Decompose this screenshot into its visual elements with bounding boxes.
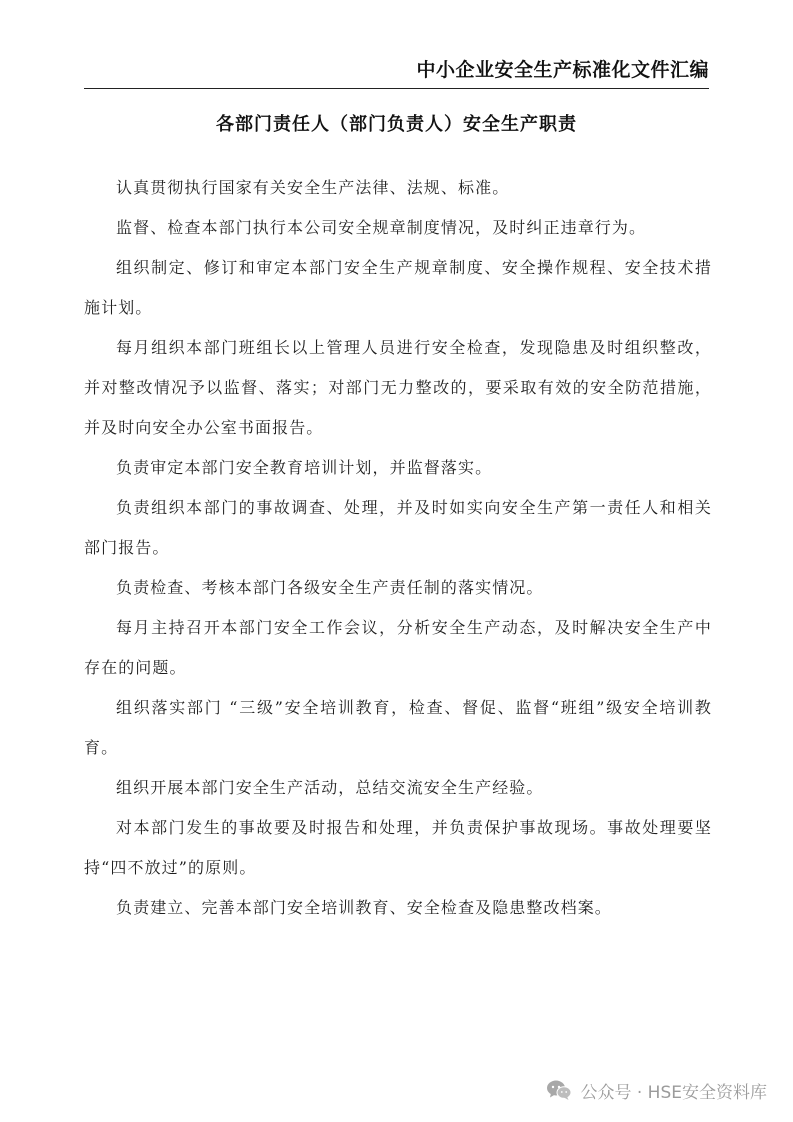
document-body bbox=[84, 168, 712, 928]
paragraph: 组织制定、修订和审定本部门安全生产规章制度、安全操作规程、安全技术措施计划。 bbox=[84, 258, 712, 317]
paragraph: 负责检查、考核本部门各级安全生产责任制的落实情况。 bbox=[116, 578, 544, 597]
paragraph: 负责审定本部门安全教育培训计划，并监督落实。 bbox=[116, 458, 493, 477]
watermark-text: 公众号 · HSE安全资料库 bbox=[580, 1082, 767, 1103]
paragraph: 负责组织本部门的事故调查、处理，并及时如实向安全生产第一责任人和相关部门报告。 bbox=[84, 498, 712, 557]
document-title: 各部门责任人（部门负责人）安全生产职责 bbox=[216, 114, 577, 135]
wechat-icon bbox=[546, 1079, 572, 1101]
paragraph: 每月组织本部门班组长以上管理人员进行安全检查，发现隐患及时组织整改，并对整改情况予以监督、落实；对部门无力整改的，要采取有效的安全防范措施，并及时向安全办公室书面报告。 bbox=[84, 338, 712, 437]
paragraph: 组织落实部门 “三级”安全培训教育，检查、督促、监督“班组”级安全培训教育。 bbox=[84, 698, 712, 757]
watermark bbox=[546, 1076, 767, 1104]
paragraph: 组织开展本部门安全生产活动，总结交流安全生产经验。 bbox=[116, 778, 544, 797]
paragraph: 每月主持召开本部门安全工作会议，分析安全生产动态，及时解决安全生产中存在的问题。 bbox=[84, 618, 712, 677]
paragraph: 对本部门发生的事故要及时报告和处理，并负责保护事故现场。事故处理要坚持“四不放过”的原则。 bbox=[84, 818, 712, 877]
page-header bbox=[84, 58, 709, 89]
header-title: 中小企业安全生产标准化文件汇编 bbox=[416, 59, 709, 81]
paragraph: 负责建立、完善本部门安全培训教育、安全检查及隐患整改档案。 bbox=[116, 898, 612, 917]
paragraph: 认真贯彻执行国家有关安全生产法律、法规、标准。 bbox=[116, 178, 510, 197]
paragraph: 监督、检查本部门执行本公司安全规章制度情况，及时纠正违章行为。 bbox=[116, 218, 647, 237]
